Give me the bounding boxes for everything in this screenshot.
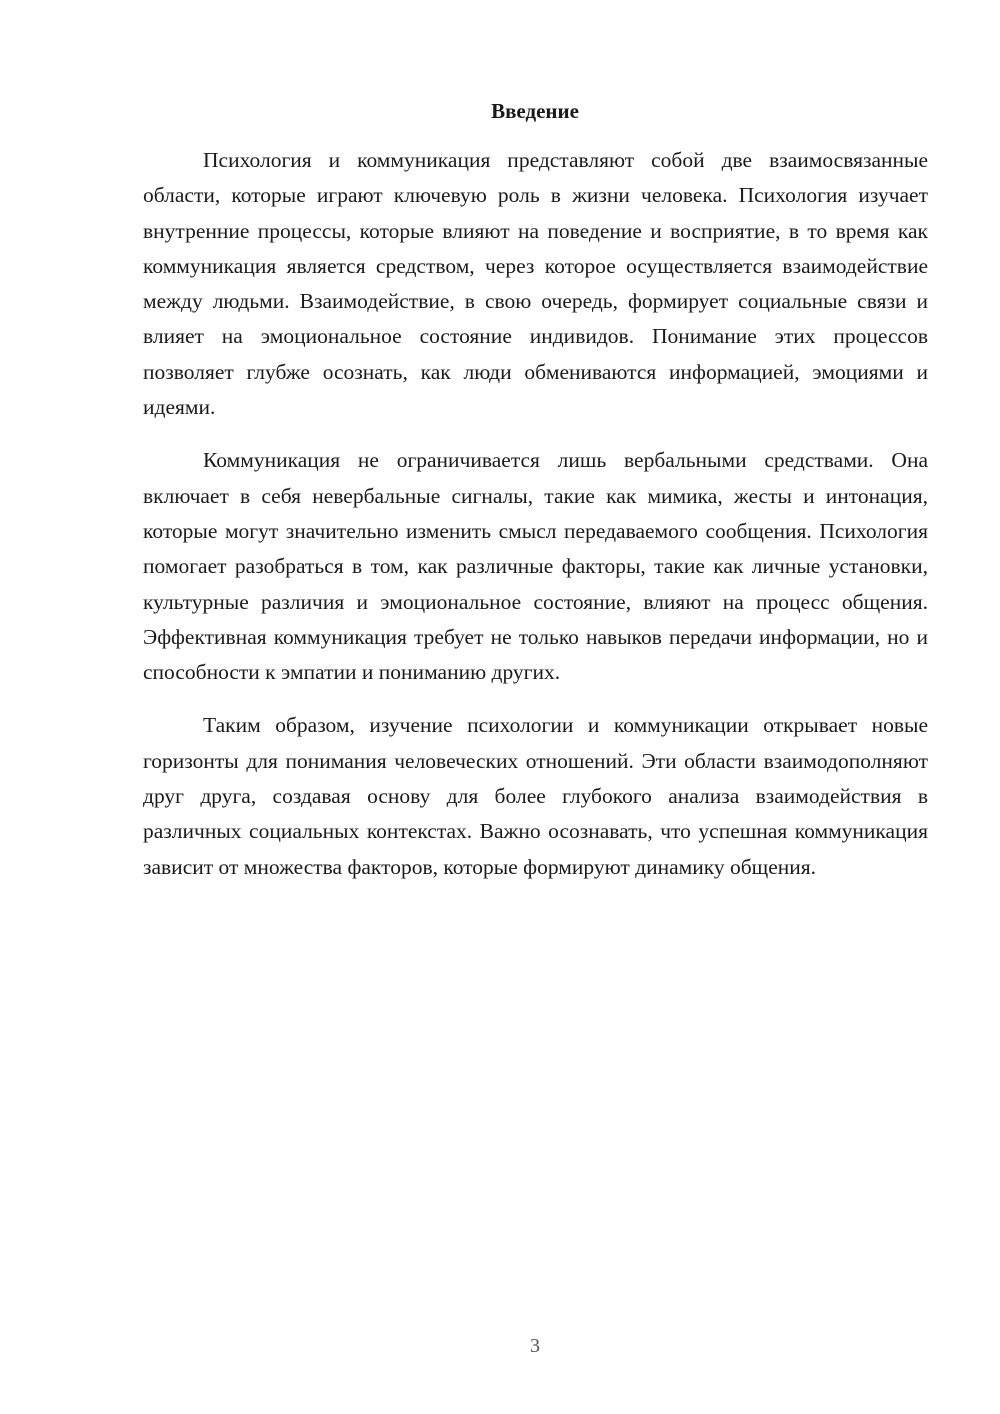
paragraph-3: Таким образом, изучение психологии и коммуникации открывает новые горизонты для понимания человеческих отношений. Эти области взаимодополняют друг друга, создавая основу для более глубокого анализа взаимодействия в различных социальных контекстах. Важно осознавать, что успешная коммуникация зависит от множества факторов, которые формируют динамику общения.: [143, 713, 928, 879]
paragraph-2: Коммуникация не ограничивается лишь вербальными средствами. Она включает в себя невербальные сигналы, такие как мимика, жесты и интонация, которые могут значительно изменить смысл передаваемого сообщения. Психология помогает разобраться в том, как различные факторы, такие как личные установки, культурные различия и эмоциональное состояние, влияют на процесс общения. Эффективная коммуникация требует не только навыков передачи информации, но и способности к эмпатии и пониманию других.: [143, 448, 928, 685]
page-number: 3: [530, 1335, 540, 1357]
paragraph-1: Психология и коммуникация представляют собой две взаимосвязанные области, которые играют ключевую роль в жизни человека. Психология изучает внутренние процессы, которые влияют на поведение и восприятие, в то время как коммуникация является средством, через которое осуществляется взаимодействие между людьми. Взаимодействие, в свою очередь, формирует социальные связи и влияет на эмоциональное состояние индивидов. Понимание этих процессов позволяет глубже осознать, как люди обмениваются информацией, эмоциями и идеями.: [143, 148, 928, 420]
document-body: [143, 143, 928, 903]
page-title: Введение: [491, 99, 579, 123]
